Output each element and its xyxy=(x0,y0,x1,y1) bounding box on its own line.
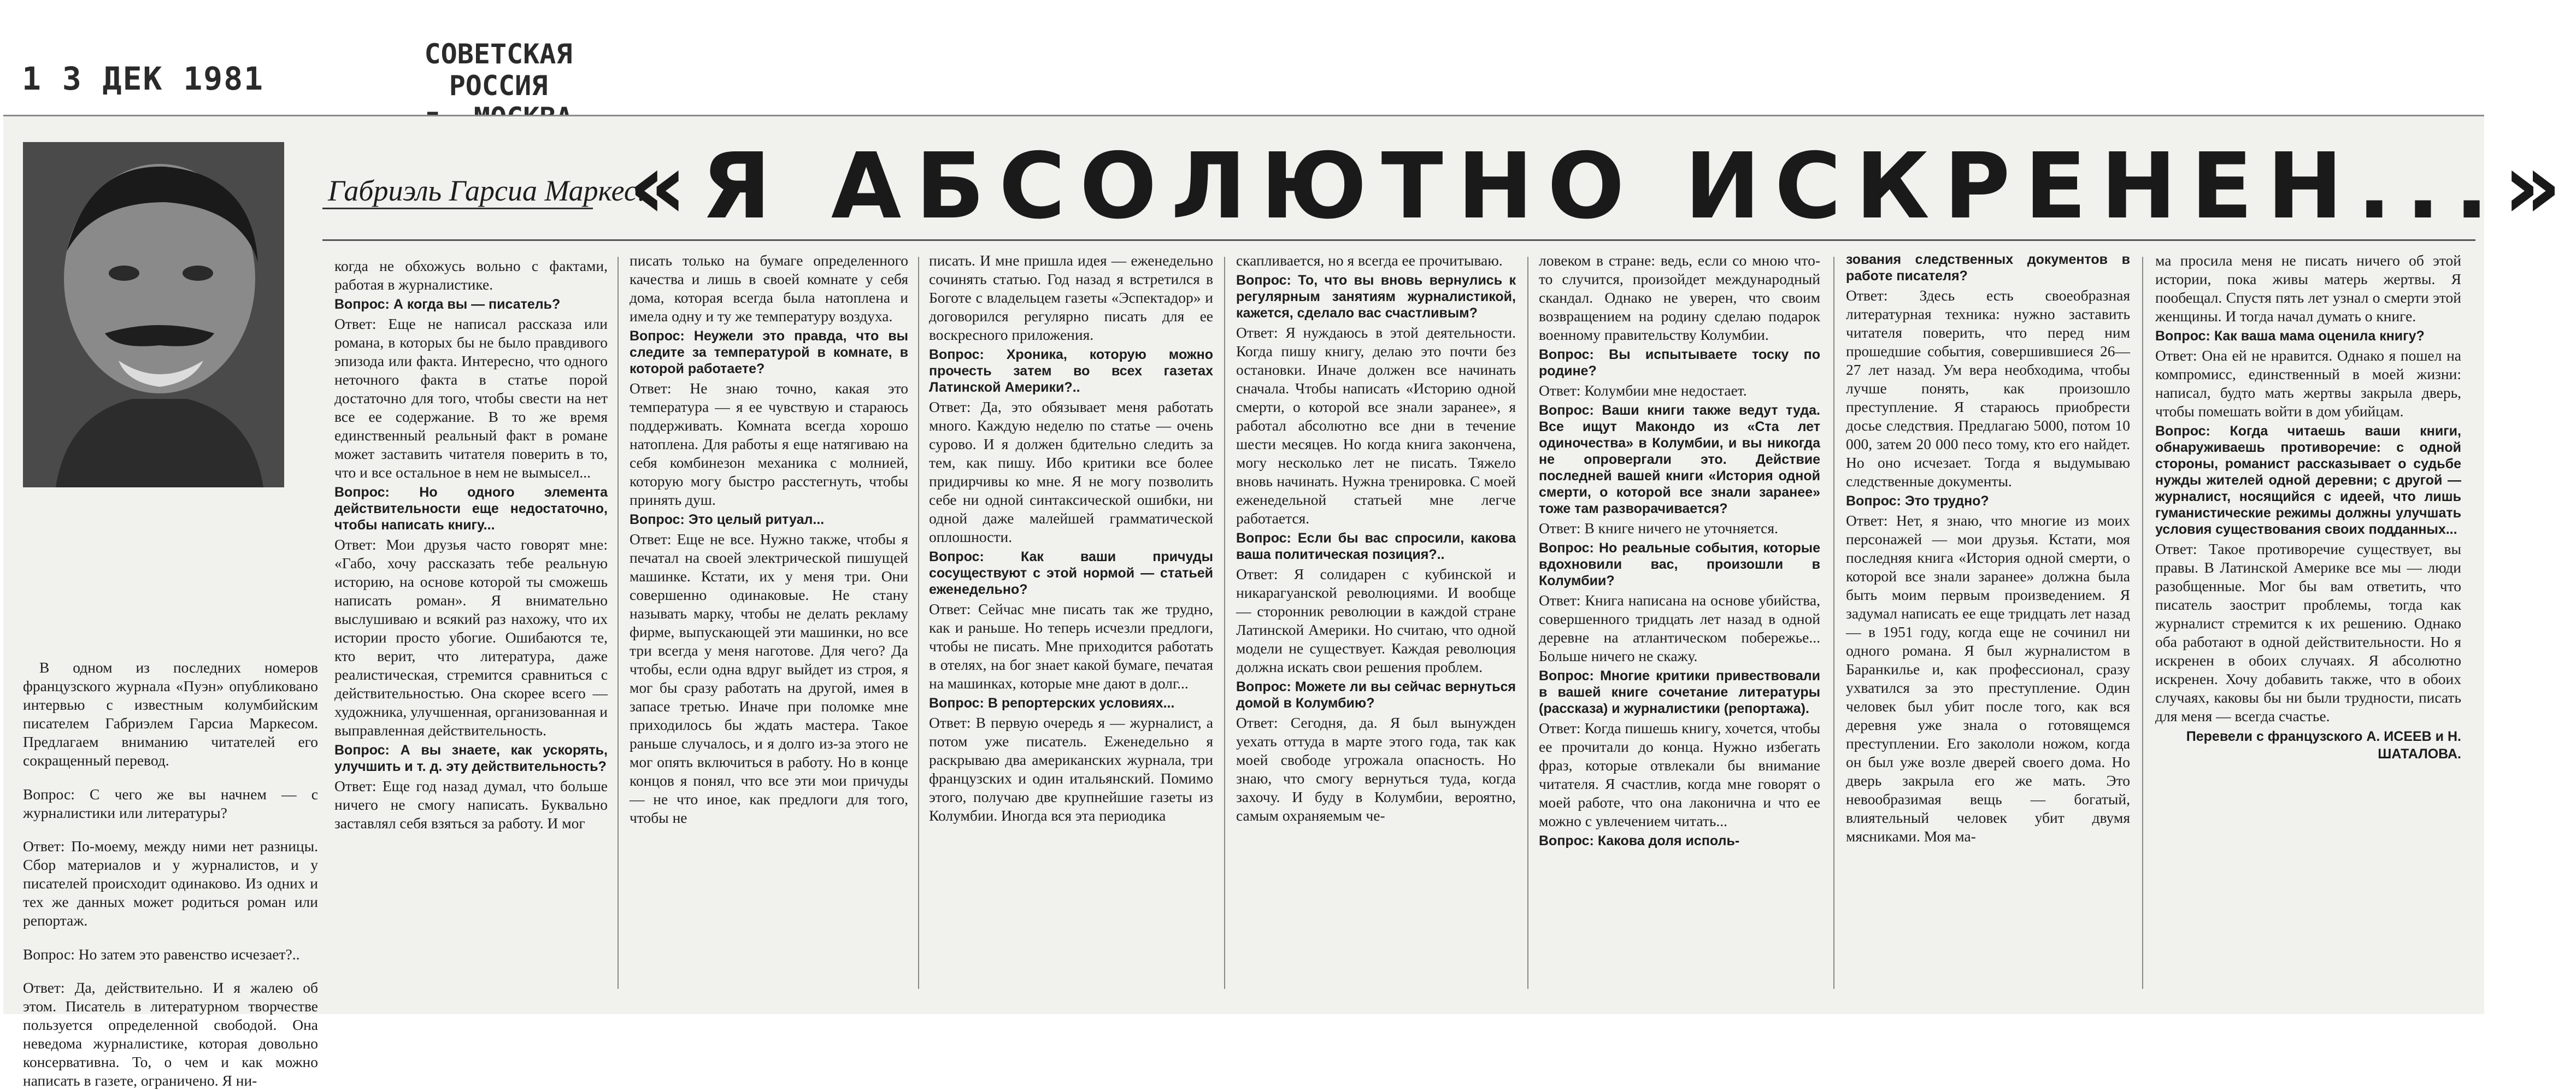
column-4 xyxy=(929,251,1213,1000)
column-7 xyxy=(1846,251,2130,1000)
interview-question: Вопрос: Это целый ритуал... xyxy=(630,511,908,528)
interview-answer: Ответ: Еще год назад думал, что больше ничего не смогу написать. Буквально заставлял себя взяться за работу. И мог xyxy=(334,777,608,833)
column-3 xyxy=(630,251,908,1000)
interview-question: Вопрос: Как ваша мама оценила книгу? xyxy=(2155,328,2461,344)
interview-answer: скапливается, но я всегда ее прочитываю. xyxy=(1236,251,1516,270)
author-photo xyxy=(23,142,284,487)
interview-question: Вопрос: Хроника, которую можно прочесть затем во всех газетах Латинской Америки?.. xyxy=(929,346,1213,396)
headline-rule xyxy=(322,239,2475,241)
column-divider xyxy=(617,257,619,989)
interview-question: Вопрос: С чего же вы начнем — с журналистики или литературы? xyxy=(23,785,318,822)
column-6 xyxy=(1539,251,1820,1000)
interview-answer: Ответ: Она ей не нравится. Однако я пошел на компромисс, единственный в моей жизни: написал, будто мать жертвы закрыла дверь, чтобы помешать войти в дом убийцам. xyxy=(2155,346,2461,421)
interview-answer: Ответ: В первую очередь я — журналист, а потом уже писатель. Еженедельно я раскрываю два американских журнала, три французских и один итальянский. Помимо этого, получаю две крупнейшие газеты из Колумбии. Иногда вся эта периодика xyxy=(929,714,1213,825)
interview-answer: Ответ: Сегодня, да. Я был вынужден уехать оттуда в марте этого года, так как моей свободе угрожала опасность. Но знаю, что смогу вернуться туда, когда захочу. И буду в Колумбии, вероятно, самым охраняемым че- xyxy=(1236,714,1516,825)
interview-answer: писать только на бумаге определенного качества и лишь в своей комнате у себя дома, которая всегда была натоплена и имела одну и ту же температуру воздуха. xyxy=(630,251,908,326)
interview-answer: Ответ: Сейчас мне писать так же трудно, как и раньше. Но теперь исчезли предлоги, чтобы не писать. Мне приходится работать в отелях, на бог знает какой бумаге, печатая на машинках, которые мне дают в долг... xyxy=(929,600,1213,693)
column-divider xyxy=(1527,257,1528,989)
column-divider xyxy=(1224,257,1225,989)
column-2 xyxy=(334,257,608,1005)
interview-answer: Ответ: Я нуждаюсь в этой деятельности. Когда пишу книгу, делаю это почти без остановки. Иначе должен все начинать сначала. Чтобы написать «Историю одной смерти, о которой все знали заранее», я работал абсолютно все дни в течение шести месяцев. Но когда книга закончена, могу несколько лет не писать. Тяжело вновь начинать. Нужна тренировка. С моей еженедельной статьей мне легче работается. xyxy=(1236,323,1516,528)
interview-question: Вопрос: Когда читаешь ваши книги, обнаруживаешь противоречие: с одной стороны, романист рассказывает о судьбе нужды жителей одной деревни; с другой — журналист, носящийся с идеей, что лишь гуманистические режимы должны улучшать условия существования своих подданных... xyxy=(2155,423,2461,538)
interview-answer: Ответ: Книга написана на основе убийства, совершенного тридцать лет назад в одной деревне на атлантическом побережье... Больше ничего не скажу. xyxy=(1539,591,1820,665)
interview-question: Вопрос: Но затем это равенство исчезает?.. xyxy=(23,945,318,964)
interview-question: Вопрос: Как ваши причуды сосуществуют с этой нормой — статьей еженедельно? xyxy=(929,549,1213,598)
interview-answer: Ответ: Да, это обязывает меня работать много. Каждую неделю по статье — очень сурово. И я должен бдительно следить за тем, как пишу. Ибо критики все более придирчивы ко мне. Я не могу позволить себе ни одной синтаксической ошибки, ни одной даже малейшей грамматической оплошности. xyxy=(929,398,1213,546)
column-divider xyxy=(1833,257,1834,989)
interview-answer: ловеком в стране: ведь, если со мною что-то случится, произойдет международный скандал. Однако не уверен, что своим возвращением на родину сделаю подарок военному правительству Колумбии. xyxy=(1539,251,1820,344)
interview-answer: Ответ: В книге ничего не уточняется. xyxy=(1539,519,1820,538)
column-5 xyxy=(1236,251,1516,1000)
interview-answer: Ответ: Такое противоречие существует, вы правы. В Латинской Америке все мы — люди разобщенные. Мог бы вам ответить, что писатель заострит проблемы, тогда как журналист стремится к их решению. Однако оба работают в одной действительности. Но я искренен в обоих случаях. Я абсолютно искренен. Хочу добавить также, что в обоих случаях, каковы бы ни были трудности, писать для меня — всегда счастье. xyxy=(2155,540,2461,726)
interview-answer: Ответ: Я солидарен с кубинской и никарагуанской революциями. И вообще — сторонник революции в каждой стране Латинской Америки. Но считаю, что одной модели не существует. Каждая революция должна искать свои решения проблем. xyxy=(1236,565,1516,676)
byline: Габриэль Гарсиа Маркес: xyxy=(328,174,647,208)
interview-answer: Ответ: Здесь есть своеобразная литературная техника: нужно заставить читателя поверить, что перед ним прошедшие события, совершившиеся 26—27 лет назад. Ум вера необходима, чтобы лучше понять, как произошло преступление. Я стараюсь приобрести досье следствия. Предлагаю 5000, потом 10 000, затем 20 000 песо тому, кто его найдет. Но оно исчезает. Тогда я выдумываю следственные документы. xyxy=(1846,286,2130,491)
interview-question: Вопрос: Можете ли вы сейчас вернуться домой в Колумбию? xyxy=(1236,679,1516,711)
author-portrait-image xyxy=(23,142,284,487)
interview-question: Вопрос: Но одного элемента действительности еще недостаточно, чтобы написать книгу... xyxy=(334,484,608,533)
interview-question: Вопрос: Это трудно? xyxy=(1846,493,2130,509)
translator-credit: Перевели с французского А. ИСЕЕВ и Н. ШАТАЛОВА. xyxy=(2155,728,2461,763)
interview-answer: Ответ: Да, действительно. И я жалею об этом. Писатель в литературном творчестве пользуется определенной свободой. Она неведома журналистике, которая довольно консервативна. То, о чем и как можно написать в газете, ограничено. Я ни- xyxy=(23,979,318,1090)
intro-text xyxy=(23,658,318,1008)
interview-question: Вопрос: В репортерских условиях... xyxy=(929,695,1213,711)
date-stamp: 1 3 ДЕК 1981 xyxy=(22,60,264,97)
source-stamp-newspaper: СОВЕТСКАЯ РОССИЯ xyxy=(367,38,630,102)
interview-question: Вопрос: Многие критики привествовали в вашей книге сочетание литературы (рассказа) и журналистики (репортажа). xyxy=(1539,668,1820,717)
column-divider xyxy=(918,257,919,989)
interview-question: Вопрос: Ваши книги также ведут туда. Все ищут Макондо из «Ста лет одиночества» в Колумбии, и вы никогда не опровергали это. Действие последней вашей книги «История одной смерти, о которой все знали заранее» тоже там разворачивается? xyxy=(1539,402,1820,517)
interview-question: зования следственных документов в работе писателя? xyxy=(1846,251,2130,284)
interview-answer: Ответ: Еще не написал рассказа или романа, в которых бы не было правдивого эпизода или факта. Интересно, что одного неточного факта в статье порой достаточно для того, чтобы свести на нет все ее содержание. В то же время единственный реальный факт в романе может заставить читателя поверить в то, что и все остальное в нем не вымысел... xyxy=(334,315,608,482)
interview-answer: Ответ: Мои друзья часто говорят мне: «Габо, хочу рассказать тебе реальную историю, на основе которой ты сможешь написать роман». Я внимательно выслушиваю и всякий раз нахожу, что их истории просто убогие. Ошибаются те, кто верит, что литература, даже реалистическая, стремится сравниться с действительностью. Она скорее всего — художника, улучшенная, организованная и выправленная действительность. xyxy=(334,535,608,740)
intro-paragraph: В одном из последних номеров французского журнала «Пуэн» опубликовано интервью с известным колумбийским писателем Габриэлем Гарсиа Маркесом. Предлагаем вниманию читателей его сокращенный перевод. xyxy=(23,658,318,770)
interview-question: Вопрос: Вы испытываете тоску по родине? xyxy=(1539,346,1820,379)
interview-answer: Ответ: Еще не все. Нужно также, чтобы я печатал на своей электрической пишущей машинке. Кстати, их у меня три. Они совершенно одинаковые. Не стану называть марку, чтобы не делать рекламу фирме, выпускающей эти машинки, но все три всегда у меня наготове. Для чего? Да чтобы, если одна вдруг выйдет из строя, я мог бы сразу работать на другой, имея в запасе третью. Иначе при поломке мне приходилось бы ждать мастера. Такое раньше случалось, и я долго из-за этого не мог опять включиться в работу. Но в конце концов я понял, что все эти мои причуды — не что иное, как предлоги для того, чтобы не xyxy=(630,530,908,827)
interview-question: Вопрос: А когда вы — писатель? xyxy=(334,296,608,313)
interview-answer: Ответ: По-моему, между ними нет разницы. Сбор материалов и у журналистов, и у писателей происходит одинаково. Из одних и тех же данных может родиться роман или репортаж. xyxy=(23,837,318,930)
interview-answer: писать. И мне пришла идея — еженедельно сочинять статью. Год назад я встретился в Боготе с владельцем газеты «Эспектадор» и договорился регулярно писать для ее воскресного приложения. xyxy=(929,251,1213,344)
headline: «Я АБСОЛЮТНО ИСКРЕНЕН...» xyxy=(628,134,2576,239)
interview-answer: Ответ: Нет, я знаю, что многие из моих персонажей — мои друзья. Кстати, моя последняя книга «История одной смерти, о которой все знали заранее» должна была быть моим первым произведением. Я задумал написать ее еще тридцать лет назад — в 1951 году, когда еще не сочинил ни одного романа. Я был журналистом в Баранкилье и, как профессионал, сразу ухватился за это преступление. Один человек был убит после того, как вся деревня уже знала о готовящемся преступлении. Его закололи ножом, когда он был уже возле дверей своего дома. Но дверь закрыла его же мать. Это невообразимая вещь — богатый, влиятельный человек убит двумя мясниками. Моя ма- xyxy=(1846,511,2130,846)
interview-question: Вопрос: То, что вы вновь вернулись к регулярным занятиям журналистикой, кажется, сделало вас счастливым? xyxy=(1236,272,1516,321)
interview-answer: ма просила меня не писать ничего об этой истории, пока живы матерь жертвы. Я пообещал. Спустя пять лет узнал о смерти этой женщины. И тогда начал думать о книге. xyxy=(2155,251,2461,326)
interview-answer: Ответ: Когда пишешь книгу, хочется, чтобы ее прочитали до конца. Нужно избегать фраз, которые отвлекали бы внимание читателя. Я счастлив, когда мне говорят о моей работе, что она лаконична и что ее можно с увлечением читать... xyxy=(1539,719,1820,830)
interview-question: Вопрос: Неужели это правда, что вы следите за температурой в комнате, в которой работаете? xyxy=(630,328,908,377)
column-8 xyxy=(2155,251,2461,1000)
byline-underline xyxy=(322,208,593,209)
interview-answer: Ответ: Не знаю точно, какая это температура — я ее чувствую и стараюсь поддерживать. Комната всегда хорошо натоплена. Для работы я еще натягиваю на себя комбинезон механика с молнией, которую могу быстро расстегнуть, чтобы принять душ. xyxy=(630,379,908,509)
interview-question: Вопрос: Но реальные события, которые вдохновили вас, произошли в Колумбии? xyxy=(1539,540,1820,589)
column-divider xyxy=(2142,257,2143,989)
column-1 xyxy=(23,785,318,1090)
interview-question: Вопрос: Если бы вас спросили, какова ваша политическая позиция?.. xyxy=(1236,530,1516,563)
interview-answer: Ответ: Колумбии мне недостает. xyxy=(1539,381,1820,400)
interview-question: Вопрос: Какова доля исполь- xyxy=(1539,833,1820,849)
interview-answer: когда не обхожусь вольно с фактами, работая в журналистике. xyxy=(334,257,608,294)
interview-question: Вопрос: А вы знаете, как ускорять, улучшить и т. д. эту действительность? xyxy=(334,742,608,775)
